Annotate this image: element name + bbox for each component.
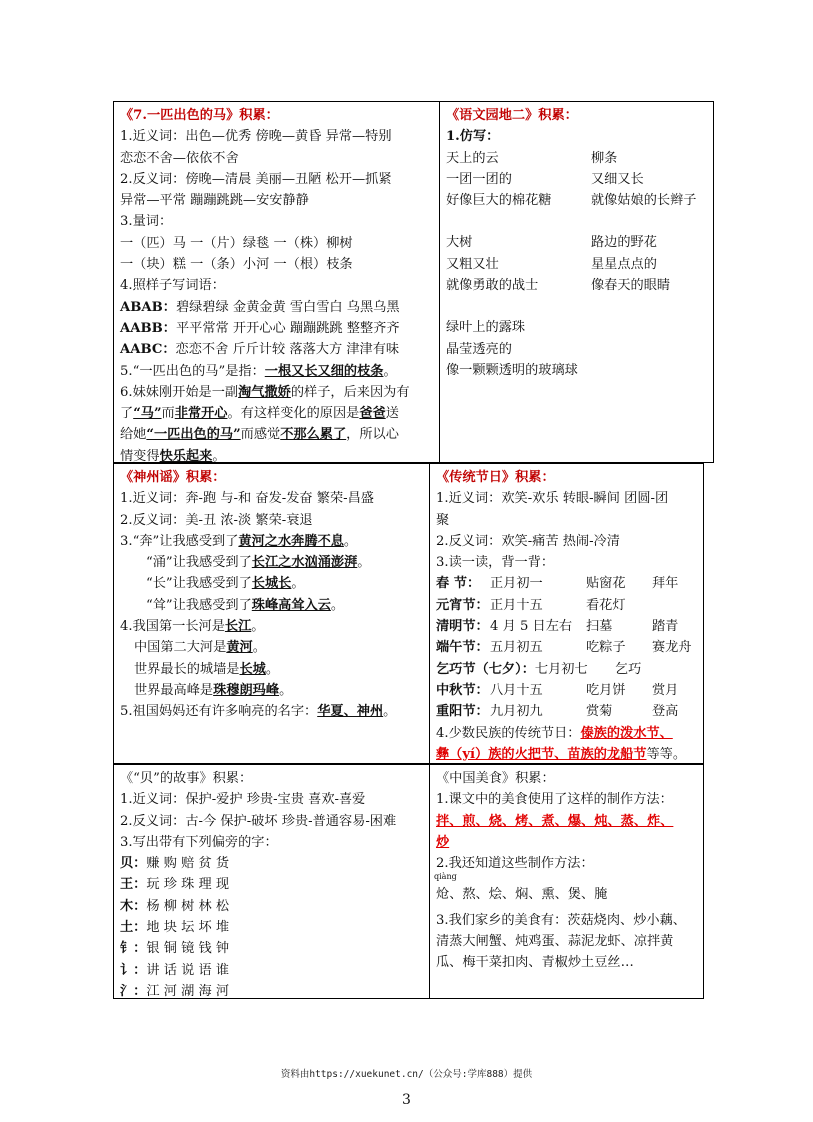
pattern-line (120, 339, 433, 360)
left-text: 天上的云 (446, 150, 499, 166)
radical-chars: 银 铜 镜 钱 钟 (146, 941, 230, 957)
answer: 黄河 (226, 640, 253, 656)
text-line (120, 616, 423, 637)
answer: 长城长 (251, 576, 292, 592)
text-span: 。 (383, 363, 397, 379)
radical: 讠： (120, 962, 147, 978)
festival-name: 乞巧节（七夕）： (436, 661, 535, 677)
answer: 不那么累了 (280, 427, 347, 443)
answer: 淘气撒娇 (238, 384, 291, 400)
text-line: 一（匹）马 一（片）绿毯 一（株）柳树 (120, 235, 353, 251)
text-line: 晶莹透亮的 (446, 341, 512, 357)
festival-custom: 踏青 (652, 619, 679, 635)
subheading: 1.仿写： (446, 129, 500, 145)
radical: 钅： (120, 941, 147, 957)
text-line: 像一颗颗透明的玻璃球 (446, 362, 578, 378)
text-line: 1.近义词：出色—优秀 傍晚—黄昏 异常—特别 (120, 129, 392, 145)
right-text: 就像姑娘的长辫子 (591, 193, 697, 209)
text-span: 4.我国第一长河是 (120, 619, 225, 635)
radical: 氵： (120, 983, 147, 999)
text-span: 给她 (120, 427, 147, 443)
answer: “一匹出色的马” (146, 427, 241, 443)
festival-row (436, 659, 697, 680)
cell-shell-story (113, 764, 430, 999)
text-line (120, 573, 423, 594)
cell-shenzhou-ballad (113, 463, 430, 764)
text-line (434, 872, 697, 905)
radical-row (120, 853, 423, 874)
text-line (120, 382, 433, 403)
radical-chars: 赚 购 赔 贫 货 (146, 856, 230, 872)
festival-date: 七月初七 (534, 661, 588, 677)
text-span: 。 (343, 533, 358, 549)
text-span: 的样子，后来因为有 (290, 384, 410, 400)
right-text: 柳条 (591, 150, 618, 166)
festival-custom: 赏菊 (586, 704, 613, 720)
imitation-pair (446, 254, 707, 275)
imitation-pair (446, 275, 707, 296)
festival-custom: 看花灯 (586, 597, 626, 613)
text-line: 4.照样子写词语： (120, 278, 225, 294)
text-span: 中国第二大河是 (134, 640, 227, 656)
radical: 贝： (120, 856, 147, 872)
section-title: 《语文园地二》积累： (446, 108, 578, 123)
answer: 一根又长又细的枝条 (264, 363, 384, 379)
pattern-words: 平平常常 开开心心 蹦蹦跳跳 整整齐齐 (175, 320, 400, 336)
text-span: 4.少数民族的传统节日： (436, 725, 581, 741)
text-line: 绿叶上的露珠 (446, 320, 526, 336)
right-text: 像春天的眼睛 (591, 278, 671, 294)
text-span: 3.“奔”让我感受到了 (120, 533, 239, 549)
festival-custom: 登高 (652, 704, 679, 720)
radical: 土： (120, 920, 147, 936)
festival-date: 五月初五 (490, 640, 543, 656)
pattern-words: 碧绿碧绿 金黄金黄 雪白雪白 乌黑乌黑 (175, 299, 400, 315)
radical-row (120, 938, 423, 959)
text-span: 情变得 (120, 448, 160, 463)
pattern-label: ABAB： (120, 299, 176, 315)
festival-name: 元宵节： (436, 597, 489, 613)
pattern-label: AABC： (120, 342, 176, 358)
festival-custom: 拜年 (652, 576, 679, 592)
festival-custom: 吃粽子 (586, 640, 626, 656)
festival-row (436, 637, 697, 658)
radical-chars: 江 河 湖 海 河 (146, 983, 230, 999)
text-line: 1.近义词：欢笑-欢乐 转眼-瞬间 团圆-团 (436, 491, 669, 507)
left-text: 一团一团的 (446, 171, 512, 187)
text-line: 清蒸大闸蟹、炖鸡蛋、蒜泥龙虾、凉拌黄 (436, 934, 674, 950)
text-span: 。 (251, 619, 265, 635)
pattern-line (120, 318, 433, 339)
text-span: ，所以心 (346, 427, 399, 443)
section-title: 《“贝”的故事》积累： (120, 771, 253, 786)
text-line: 2.反义词：傍晚—清晨 美丽—丑陋 松开—抓紧 (120, 171, 392, 187)
text-span: 。 (279, 682, 293, 698)
answer: 长江 (224, 619, 252, 635)
answer: 非常开心 (174, 406, 228, 422)
section-title: 《传统节日》积累： (436, 470, 555, 485)
text-line: 1.近义词：奔-跑 与-和 奋发-发奋 繁荣-昌盛 (120, 491, 374, 507)
left-text: 好像巨大的棉花糖 (446, 193, 552, 209)
imitation-pair (446, 169, 707, 190)
spacer (446, 296, 707, 317)
cell-traditional-festivals (429, 463, 704, 764)
text-span: 。 (383, 704, 397, 720)
radical: 王： (120, 877, 147, 893)
text-line: 3.读一读，背一背： (436, 555, 555, 571)
festival-date: 八月十五 (490, 682, 543, 698)
pattern-words: 恋恋不舍 斤斤计较 落落大方 津津有味 (175, 342, 400, 358)
festival-date: 4 月 5 日左右 (490, 619, 573, 635)
answer: “马” (133, 406, 162, 422)
text-line: 3.量词： (120, 214, 173, 230)
answer: 快乐起来 (159, 448, 213, 463)
imitation-pair (446, 148, 707, 169)
text-span: 。 (330, 597, 345, 613)
text-span: 而感觉 (240, 427, 281, 443)
text-line (120, 403, 433, 424)
festival-name: 重阳节： (436, 704, 489, 720)
festival-custom: 赛龙舟 (652, 640, 692, 656)
left-text: 就像勇敢的战士 (446, 278, 539, 294)
text-span: 、熬、烩、焖、熏、煲、腌 (449, 887, 608, 903)
right-text: 路边的野花 (591, 235, 657, 251)
text-line: 恋恋不舍—依依不舍 (120, 150, 239, 166)
festival-row (436, 701, 697, 722)
radical-row (120, 874, 423, 895)
cell-chinese-garden-2 (439, 101, 714, 463)
answer: 黄河之水奔腾不息 (238, 533, 344, 549)
answer: 炒 (436, 834, 450, 850)
text-span: 了 (120, 406, 134, 422)
text-span: “涌”让我感受到了 (146, 555, 252, 571)
text-span: 送 (385, 406, 399, 422)
radical-chars: 杨 柳 树 林 松 (146, 898, 230, 914)
festival-row (436, 616, 697, 637)
text-line: 3.写出带有下列偏旁的字： (120, 834, 278, 850)
char-with-pinyin (434, 872, 457, 905)
radical-chars: 地 块 坛 坏 堆 (146, 920, 230, 936)
festival-row (436, 595, 697, 616)
text-line (120, 595, 423, 616)
text-line: 一（块）糕 一（条）小河 一（根）枝条 (120, 257, 353, 273)
text-line: 异常—平常 蹦蹦跳跳—安安静静 (120, 193, 309, 209)
radical-chars: 玩 珍 珠 理 现 (146, 877, 230, 893)
right-text: 星星点点的 (591, 256, 657, 272)
festival-custom: 贴窗花 (586, 576, 626, 592)
text-span: 。 (212, 448, 226, 463)
text-line: 1.课文中的美食使用了这样的制作方法： (436, 792, 673, 808)
text-span: “耸”让我感受到了 (146, 597, 252, 613)
text-line (436, 744, 697, 764)
festival-name: 春 节： (436, 576, 481, 592)
answer: 华夏、神州 (317, 704, 384, 720)
text-line (436, 723, 697, 744)
text-span: 。 (252, 640, 266, 656)
text-line: 2.反义词：欢笑-痛苦 热闹-冷清 (436, 533, 620, 549)
text-span: 5.祖国妈妈还有许多响亮的名字： (120, 704, 318, 720)
festival-name: 清明节： (436, 619, 489, 635)
left-text: 又粗又壮 (446, 256, 499, 272)
radical-row (120, 981, 423, 999)
text-line (120, 637, 423, 658)
text-line (120, 552, 423, 573)
pinyin: qiàng (434, 872, 457, 882)
text-span: 。 (357, 555, 371, 571)
festival-row (436, 680, 697, 701)
radical-row (120, 960, 423, 981)
text-line (120, 446, 433, 463)
festival-name: 端午节： (436, 640, 489, 656)
festival-row (436, 573, 697, 594)
festival-date: 正月初一 (490, 576, 543, 592)
section-title: 《神州谣》积累： (120, 470, 226, 485)
radical: 木： (120, 898, 147, 914)
left-text: 大树 (446, 235, 473, 251)
text-span: 等等。 (646, 746, 687, 762)
text-line: 2.反义词：古-今 保护-破坏 珍贵-普通容易-困难 (120, 813, 397, 829)
answer: 拌、煎、烧、烤、煮、爆、炖、蒸、炸、 (436, 813, 674, 829)
text-span: “长”让我感受到了 (146, 576, 252, 592)
text-span: 。 (291, 576, 305, 592)
imitation-pair (446, 232, 707, 253)
text-span: 。 (265, 661, 280, 677)
text-line: 2.反义词：美-丑 浓-淡 繁荣-衰退 (120, 512, 313, 528)
text-span: 而 (161, 406, 175, 422)
festival-custom: 乞巧 (614, 661, 642, 677)
text-line: 1.近义词：保护-爱护 珍贵-宝贵 喜欢-喜爱 (120, 792, 366, 808)
text-line (120, 424, 433, 445)
text-line (120, 659, 423, 680)
imitation-pair (446, 190, 707, 211)
text-span: 。有这样变化的原因是 (227, 406, 360, 422)
footer-source: 资料由https://xuekunet.cn/（公众号:学库888）提供 (280, 1069, 533, 1080)
answer: 长城 (239, 661, 266, 677)
festival-date: 正月十五 (490, 597, 543, 613)
text-line (120, 361, 433, 382)
section-title: 《中国美食》积累： (436, 771, 555, 786)
answer: 长江之水汹涌澎湃 (251, 555, 358, 571)
text-span: 6.妹妹刚开始是一副 (120, 384, 239, 400)
pattern-label: AABB： (120, 320, 176, 336)
page-number: 3 (402, 1092, 411, 1108)
radical-chars: 讲 话 说 语 谁 (146, 962, 230, 978)
festival-date: 九月初九 (490, 704, 543, 720)
text-line: 瓜、梅干菜扣肉、青椒炒土豆丝… (436, 955, 634, 971)
text-line (120, 701, 423, 722)
answer: 傣族的泼水节、 (580, 725, 673, 741)
answer: 珠峰高耸入云 (251, 597, 331, 613)
answer: 爸爸 (359, 406, 386, 422)
radical-row (120, 896, 423, 917)
text-line (120, 680, 423, 701)
text-span: 世界最高峰是 (134, 682, 214, 698)
right-text: 又细又长 (591, 171, 644, 187)
section-title: 《7.一匹出色的马》积累： (120, 108, 279, 123)
answer: 彝（yí）族的火把节、苗族的龙船节 (436, 746, 647, 762)
radical-row (120, 917, 423, 938)
festival-name: 中秋节： (436, 682, 489, 698)
text-line (120, 531, 423, 552)
cell-chinese-food (429, 764, 704, 999)
char: 炝 (436, 887, 450, 903)
answer: 珠穆朗玛峰 (213, 682, 280, 698)
festival-custom: 吃月饼 (586, 682, 626, 698)
text-line: 2.我还知道这些制作方法： (436, 856, 594, 872)
text-span: 世界最长的城墙是 (134, 661, 240, 677)
cell-horse-lesson (113, 101, 440, 463)
festival-custom: 赏月 (652, 682, 679, 698)
text-line: 聚 (436, 512, 450, 528)
pattern-line (120, 297, 433, 318)
festival-custom: 扫墓 (586, 619, 613, 635)
spacer (446, 211, 707, 232)
text-line: 3.我们家乡的美食有：茨菇烧肉、炒小藕、 (436, 912, 686, 928)
text-span: 5.“一匹出色的马”是指： (120, 363, 265, 379)
